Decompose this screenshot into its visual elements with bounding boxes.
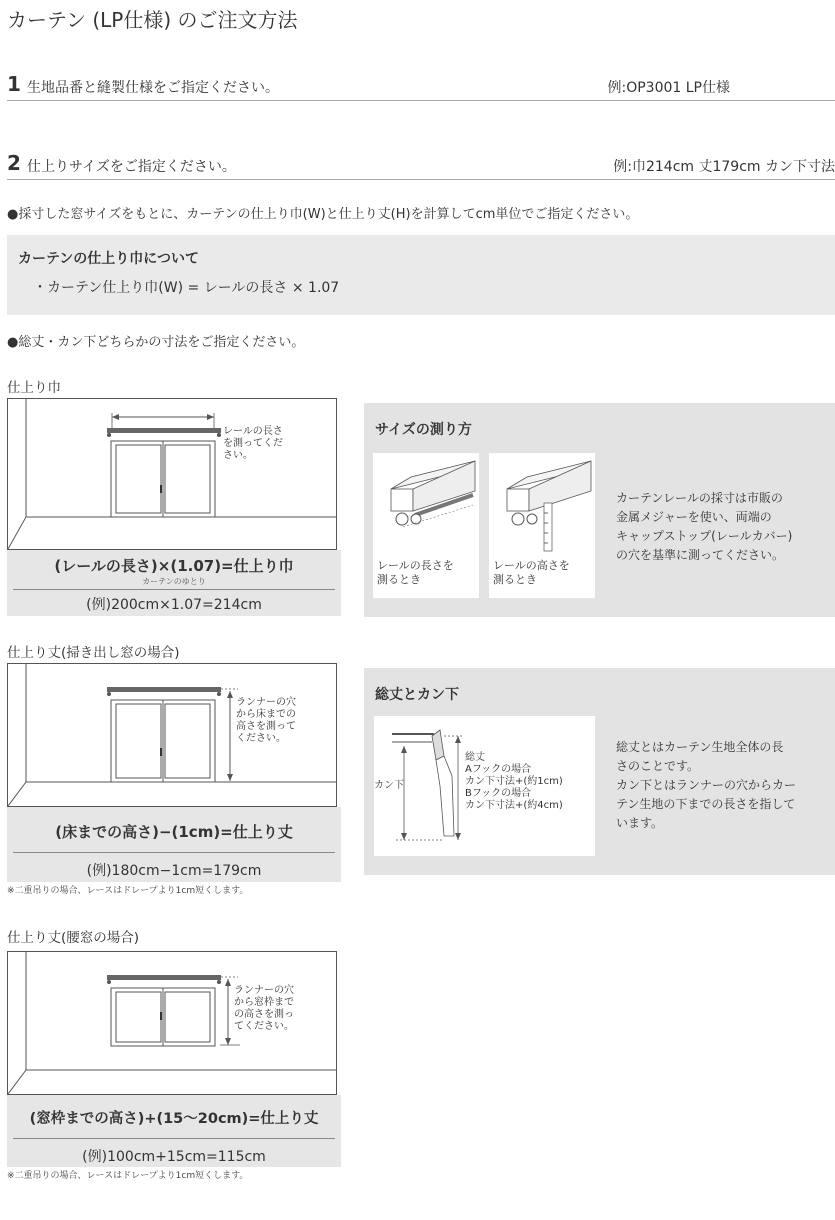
floor-formula-example: (例)180cm−1cm=179cm: [13, 852, 335, 880]
note-calculation: ●採寸した窓サイズをもとに、カーテンの仕上り巾(W)と仕上り丈(H)を計算してcm単位でご指定ください。: [7, 207, 639, 222]
waist-formula-example: (例)100cm+15cm=115cm: [13, 1138, 335, 1166]
width-diagram: [7, 398, 337, 550]
rail-height-caption: レールの高さを 測るとき: [493, 559, 570, 586]
floor-diagram: [7, 663, 337, 807]
width-info-box: [7, 235, 835, 315]
width-diagram-label: レールの長さ を測ってくだ さい。: [223, 426, 283, 461]
total-length-panel-title: 総丈とカン下: [375, 687, 459, 703]
rail-height-card: [489, 453, 595, 598]
step-2-number: 2: [7, 151, 21, 175]
step-2-row: [7, 151, 835, 180]
step-2-example: 例:巾214cm 丈179cm カン下寸法: [613, 159, 835, 175]
total-length-description: 総丈とはカーテン生地全体の長 さのことです。 カン下とはランナーの穴からカー テン生地の下までの長さを指して います。: [616, 740, 797, 830]
floor-formula: (床までの高さ)−(1cm)=仕上り丈: [55, 823, 293, 841]
measure-panel-title: サイズの測り方: [375, 422, 472, 438]
total-length-card: [374, 716, 595, 856]
width-info-formula: ・カーテン仕上り巾(W) = レールの長さ × 1.07: [33, 280, 340, 296]
step-1-number: 1: [7, 72, 21, 96]
rail-length-illustration: [373, 453, 479, 553]
rail-length-caption: レールの長さを 測るとき: [377, 559, 454, 586]
floor-formula-box: [7, 807, 341, 882]
step-1-example: 例:OP3001 LP仕様: [607, 80, 730, 96]
waist-formula-box: [7, 1095, 341, 1167]
step-1-row: [7, 72, 835, 101]
note-length: ●総丈・カン下どちらかの寸法をご指定ください。: [7, 335, 305, 350]
window-width-illustration: [8, 399, 336, 549]
measure-panel-description: カーテンレールの採寸は市販の 金属メジャーを使い、両端の キャップストップ(レールカバー) の穴を基準に測ってください。: [616, 491, 793, 562]
floor-note: ※二重吊りの場合、レースはドレープより1cm短くします。: [7, 886, 249, 896]
waist-note: ※二重吊りの場合、レースはドレープより1cm短くします。: [7, 1171, 249, 1181]
width-formula-example: (例)200cm×1.07=214cm: [13, 589, 335, 614]
width-formula-box: [7, 550, 341, 616]
measure-panel: [364, 403, 835, 617]
floor-diagram-label: ランナーの穴 から床までの 高さを測って ください。: [236, 697, 296, 744]
waist-diagram-label: ランナーの穴 から窓枠まで の高さを測っ てください。: [234, 985, 294, 1032]
total-length-panel: [364, 668, 835, 875]
section-waist-title: 仕上り丈(腰窓の場合): [7, 930, 140, 946]
width-formula: (レールの長さ)×(1.07)=仕上り巾: [54, 557, 294, 575]
kanshita-label: カン下: [374, 780, 404, 791]
section-floor-title: 仕上り丈(掃き出し窓の場合): [7, 645, 180, 661]
page-title: カーテン (LP仕様) のご注文方法: [7, 8, 298, 32]
rail-height-illustration: [489, 453, 595, 553]
rail-length-card: [373, 453, 479, 598]
section-width-title: 仕上り巾: [7, 380, 61, 396]
total-length-labels: 総丈 Aフックの場合 カン下寸法+(約1cm) Bフックの場合 カン下寸法+(約4cm): [465, 752, 563, 811]
width-info-title: カーテンの仕上り巾について: [18, 251, 200, 267]
width-formula-sub: カーテンのゆとり: [142, 577, 206, 586]
waist-formula: (窓枠までの高さ)+(15〜20cm)=仕上り丈: [29, 1111, 319, 1127]
waist-diagram: [7, 951, 337, 1095]
step-1-text: 生地品番と縫製仕様をご指定ください。: [27, 80, 279, 96]
step-2-text: 仕上りサイズをご指定ください。: [27, 159, 236, 175]
